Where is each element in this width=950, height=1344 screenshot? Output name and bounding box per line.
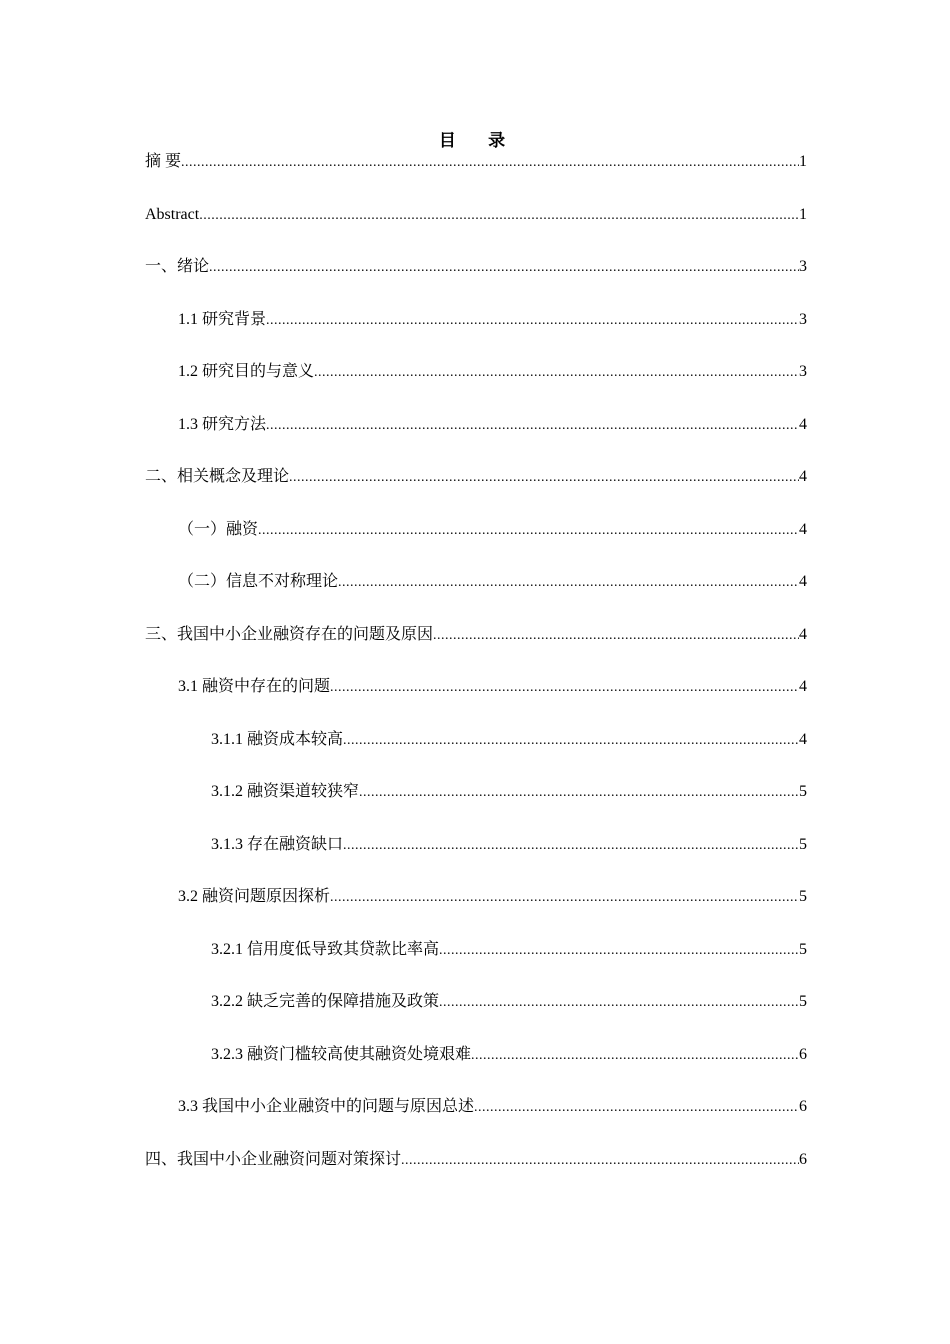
toc-page-number: 4 — [799, 625, 807, 643]
toc-entry[interactable] — [145, 990, 807, 1043]
toc-page-number: 5 — [799, 783, 807, 800]
toc-page-number: 5 — [799, 993, 807, 1010]
toc-entry-label: 一、绪论 — [145, 258, 210, 275]
toc-entry-label: 3.1.3 存在融资缺口 — [211, 835, 344, 853]
toc-entry[interactable] — [145, 885, 807, 938]
toc-entry[interactable] — [145, 255, 807, 308]
toc-page-number: 4 — [799, 573, 807, 590]
toc-page-number: 5 — [799, 835, 807, 853]
toc-entry-label: 三、我国中小企业融资存在的问题及原因 — [145, 625, 434, 643]
toc-entry-label: 3.2.3 融资门槛较高使其融资处境艰难 — [211, 1045, 472, 1063]
toc-page-number: 4 — [799, 520, 807, 538]
toc-page-number: 4 — [799, 730, 807, 748]
toc-page-number: 6 — [799, 1150, 807, 1168]
toc-dot-leader — [266, 309, 799, 333]
toc-entry[interactable] — [145, 465, 807, 518]
toc-title: 目 录 — [438, 131, 520, 150]
toc-entry[interactable] — [145, 203, 807, 256]
toc-entry-label: Abstract — [145, 205, 200, 223]
toc-dot-leader — [258, 519, 799, 543]
toc-dot-leader — [471, 1044, 799, 1068]
toc-dot-leader — [338, 571, 799, 595]
toc-dot-leader — [266, 414, 799, 438]
toc-page-number: 6 — [799, 1098, 807, 1115]
toc-entry-label: 3.3 我国中小企业融资中的问题与原因总述 — [178, 1098, 475, 1115]
toc-page-number: 1 — [799, 153, 807, 170]
toc-dot-leader — [330, 886, 799, 910]
toc-dot-leader — [289, 466, 799, 490]
toc-entry-label: 3.2 融资问题原因探析 — [178, 888, 331, 905]
toc-page-number: 4 — [799, 468, 807, 485]
toc-entry[interactable] — [145, 780, 807, 833]
toc-page-number: 3 — [799, 310, 807, 328]
toc-entry-label: 二、相关概念及理论 — [145, 468, 290, 485]
toc-dot-leader — [474, 1096, 799, 1120]
toc-entry-label: 3.1.2 融资渠道较狭窄 — [211, 783, 360, 800]
toc-dot-leader — [330, 676, 799, 700]
toc-entry-label: （一）融资 — [178, 520, 259, 538]
toc-entry[interactable] — [145, 728, 807, 781]
toc-dot-leader — [181, 151, 799, 175]
toc-entry[interactable] — [145, 360, 807, 413]
toc-page-number: 3 — [799, 363, 807, 380]
toc-dot-leader — [343, 729, 799, 753]
toc-entry[interactable] — [145, 623, 807, 676]
table-of-contents — [145, 150, 807, 1200]
toc-entry-label: 摘 要 — [145, 153, 182, 170]
toc-dot-leader — [199, 204, 799, 228]
toc-dot-leader — [209, 256, 799, 280]
toc-page-number: 3 — [799, 258, 807, 275]
toc-dot-leader — [439, 991, 799, 1015]
toc-page-number: 4 — [799, 415, 807, 433]
toc-entry[interactable] — [145, 518, 807, 571]
toc-entry[interactable] — [145, 1148, 807, 1201]
toc-entry-label: 3.2.2 缺乏完善的保障措施及政策 — [211, 993, 440, 1010]
toc-page-number: 6 — [799, 1045, 807, 1063]
toc-entry[interactable] — [145, 413, 807, 466]
toc-entry-label: 1.3 研究方法 — [178, 415, 267, 433]
toc-entry[interactable] — [145, 1043, 807, 1096]
toc-dot-leader — [359, 781, 799, 805]
toc-dot-leader — [343, 834, 799, 858]
toc-page-number: 5 — [799, 940, 807, 958]
toc-page-number: 1 — [799, 205, 807, 223]
toc-entry-label: 1.2 研究目的与意义 — [178, 363, 315, 380]
toc-page-number: 5 — [799, 888, 807, 905]
toc-dot-leader — [401, 1149, 799, 1173]
toc-entry-label: 四、我国中小企业融资问题对策探讨 — [145, 1150, 402, 1168]
toc-entry-label: 3.2.1 信用度低导致其贷款比率高 — [211, 940, 440, 958]
toc-dot-leader — [433, 624, 799, 648]
toc-entry-label: 3.1 融资中存在的问题 — [178, 678, 331, 695]
toc-entry[interactable] — [145, 675, 807, 728]
toc-dot-leader — [314, 361, 799, 385]
toc-dot-leader — [439, 939, 799, 963]
toc-entry[interactable] — [145, 938, 807, 991]
toc-entry[interactable] — [145, 570, 807, 623]
toc-entry[interactable] — [145, 308, 807, 361]
toc-entry[interactable] — [145, 1095, 807, 1148]
toc-entry[interactable] — [145, 833, 807, 886]
toc-entry[interactable] — [145, 150, 807, 203]
toc-entry-label: 1.1 研究背景 — [178, 310, 267, 328]
toc-page-number: 4 — [799, 678, 807, 695]
toc-entry-label: 3.1.1 融资成本较高 — [211, 730, 344, 748]
toc-entry-label: （二）信息不对称理论 — [178, 573, 339, 590]
